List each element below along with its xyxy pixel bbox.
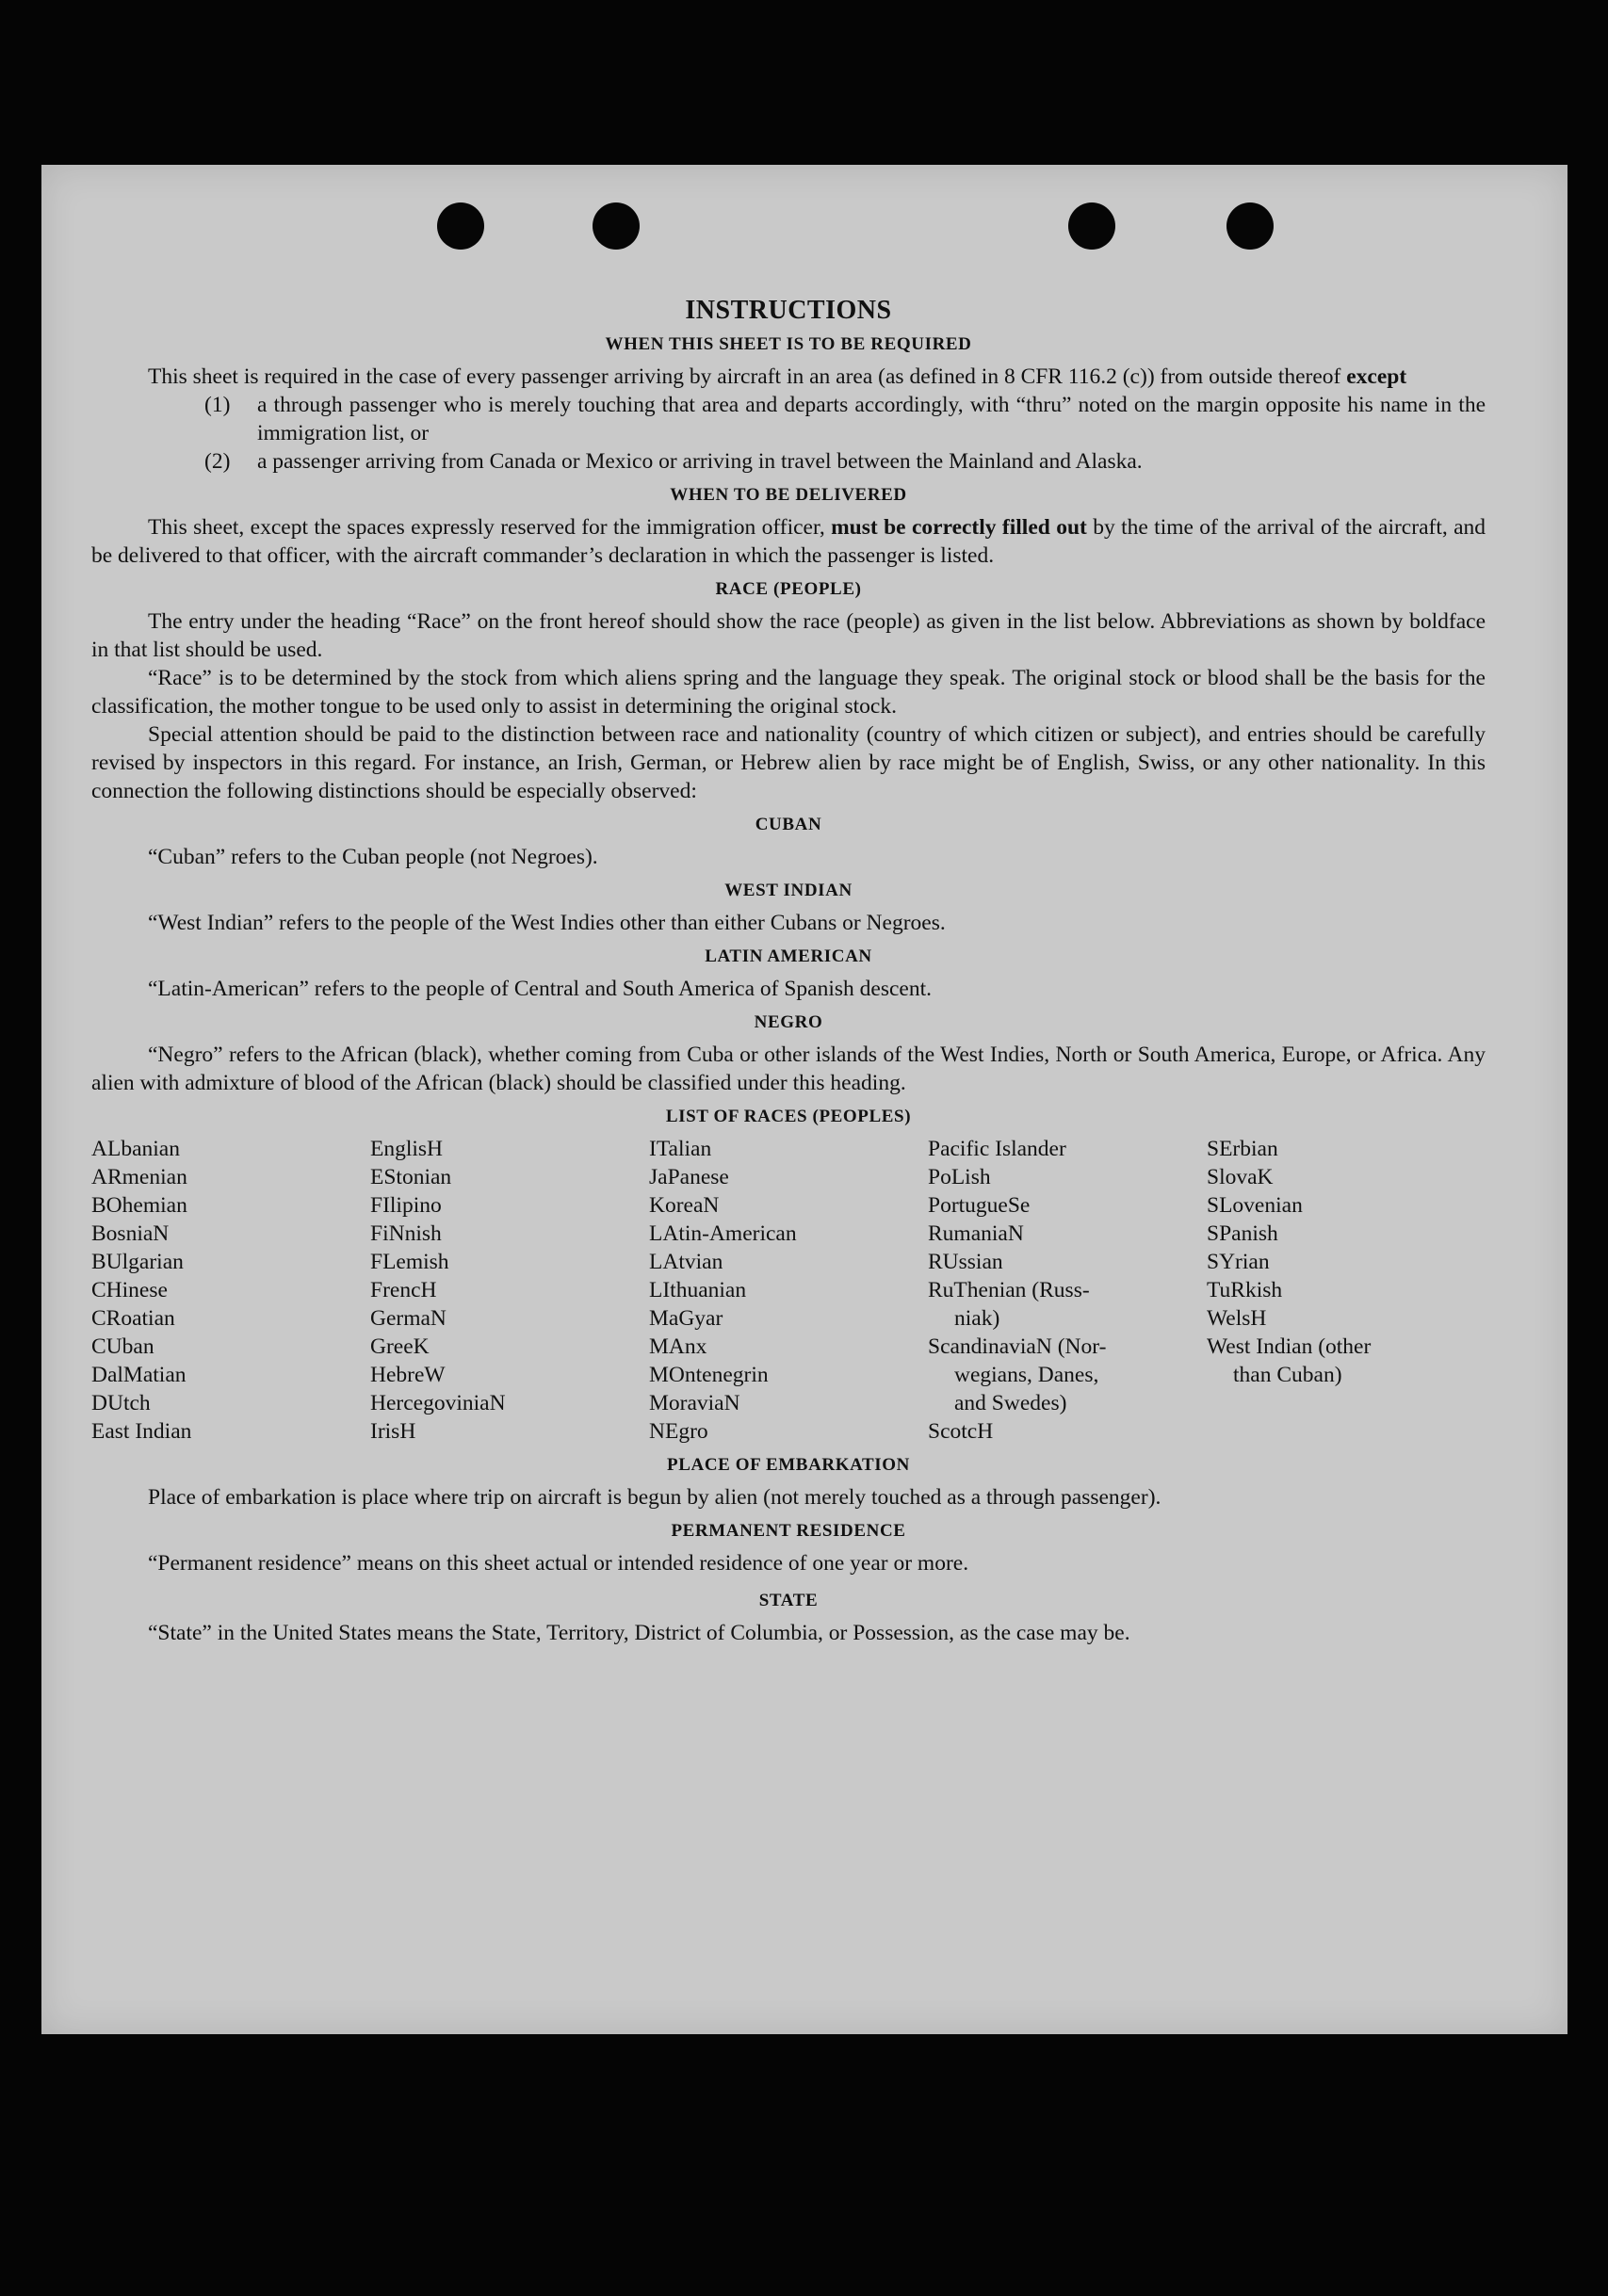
exception-text: a passenger arriving from Canada or Mexico or arriving in travel between the Mainland and Alaska. xyxy=(257,449,1143,474)
race-entry: MaGyar xyxy=(649,1306,723,1331)
section-heading-west-indian: WEST INDIAN xyxy=(724,881,853,900)
race-entry: SlovaK xyxy=(1207,1165,1274,1189)
race-entry: FrencH xyxy=(370,1278,437,1302)
race-entry: RuThenian (Russ- xyxy=(928,1278,1090,1302)
race-entry: LAtin-American xyxy=(649,1221,797,1246)
race-entry: ITalian xyxy=(649,1137,712,1161)
state-text: “State” in the United States means the State, Territory, District of Columbia, or Possession, as the case may be. xyxy=(148,1621,1130,1645)
race-entry: WelsH xyxy=(1207,1306,1267,1331)
race-entry: BUlgarian xyxy=(91,1250,184,1274)
when-delivered-text xyxy=(91,513,1486,570)
races-list xyxy=(91,1135,1486,1446)
race-entry: KoreaN xyxy=(649,1193,720,1218)
races-column-3 xyxy=(649,1135,928,1446)
document-sheet xyxy=(41,165,1567,2034)
section-heading-state: STATE xyxy=(758,1591,819,1610)
race-entry-continuation: than Cuban) xyxy=(1233,1363,1342,1387)
race-entry: MoraviaN xyxy=(649,1391,740,1415)
race-entry: PortugueSe xyxy=(928,1193,1031,1218)
race-entry: FLemish xyxy=(370,1250,449,1274)
races-column-5 xyxy=(1207,1135,1486,1446)
punch-hole xyxy=(1068,202,1115,250)
section-heading-races-list: LIST OF RACES (PEOPLES) xyxy=(665,1107,912,1126)
race-entry: GermaN xyxy=(370,1306,447,1331)
race-entry: GreeK xyxy=(370,1334,430,1359)
race-entry: RUssian xyxy=(928,1250,1003,1274)
punch-hole xyxy=(593,202,640,250)
section-heading-latin-american: LATIN AMERICAN xyxy=(705,946,872,966)
race-entry: MAnx xyxy=(649,1334,707,1359)
race-entry: ScotcH xyxy=(928,1419,994,1444)
race-entry: West Indian (other xyxy=(1207,1334,1372,1359)
exception-number: (1) xyxy=(204,393,231,417)
race-entry: FiNnish xyxy=(370,1221,442,1246)
section-heading-negro: NEGRO xyxy=(754,1012,823,1032)
punch-hole xyxy=(1226,202,1274,250)
intro-bold-except: except xyxy=(1346,364,1407,389)
exception-text: a through passenger who is merely touching that area and departs accordingly, with “thru” noted on the margin opposite his name in the immigration list, or xyxy=(257,393,1486,445)
race-entry: CHinese xyxy=(91,1278,168,1302)
residence-text: “Permanent residence” means on this sheet actual or intended residence of one year or more. xyxy=(148,1551,969,1576)
race-entry: SLovenian xyxy=(1207,1193,1303,1218)
race-entry: LAtvian xyxy=(649,1250,723,1274)
race-entry: CUban xyxy=(91,1334,154,1359)
race-entry: NEgro xyxy=(649,1419,708,1444)
intro-text: This sheet is required in the case of every passenger arriving by aircraft in an area (as defined in 8 CFR 116.2 (c)) from outside thereof xyxy=(148,364,1341,389)
races-column-2 xyxy=(370,1135,649,1446)
race-entry: TuRkish xyxy=(1207,1278,1283,1302)
race-entry: RumaniaN xyxy=(928,1221,1024,1246)
race-entry: FIlipino xyxy=(370,1193,442,1218)
race-entry-continuation: and Swedes) xyxy=(954,1391,1067,1415)
race-entry: Pacific Islander xyxy=(928,1137,1066,1161)
race-entry: SYrian xyxy=(1207,1250,1270,1274)
race-entry: MOntenegrin xyxy=(649,1363,769,1387)
section-heading-when-required: WHEN THIS SHEET IS TO BE REQUIRED xyxy=(605,334,972,354)
race-entry: SErbian xyxy=(1207,1137,1278,1161)
race-entry: HercegoviniaN xyxy=(370,1391,506,1415)
race-entry: LIthuanian xyxy=(649,1278,747,1302)
exception-number: (2) xyxy=(204,449,231,474)
races-column-1 xyxy=(91,1135,370,1446)
section-heading-cuban: CUBAN xyxy=(755,815,822,834)
cuban-text: “Cuban” refers to the Cuban people (not Negroes). xyxy=(148,845,598,869)
race-entry: DUtch xyxy=(91,1391,151,1415)
race-entry: EStonian xyxy=(370,1165,452,1189)
section-heading-embarkation: PLACE OF EMBARKATION xyxy=(667,1455,910,1475)
race-entry: PoLish xyxy=(928,1165,991,1189)
race-entry: JaPanese xyxy=(649,1165,729,1189)
delivered-text-part: by the time of the arrival of the aircraft, and be delivered to that officer, with the aircraft commander’s declaration in which the passenger is listed. xyxy=(91,515,1486,568)
race-entry: HebreW xyxy=(370,1363,446,1387)
race-entry: East Indian xyxy=(91,1419,192,1444)
exception-item xyxy=(204,391,1486,447)
race-entry-continuation: niak) xyxy=(954,1306,1000,1331)
delivered-text-part: This sheet, except the spaces expressly reserved for the immigration officer, xyxy=(148,515,825,540)
instructions-content xyxy=(91,297,1486,1647)
race-entry: IrisH xyxy=(370,1419,416,1444)
race-entry: ScandinaviaN (Nor- xyxy=(928,1334,1107,1359)
race-entry-continuation: wegians, Danes, xyxy=(954,1363,1099,1387)
section-heading-residence: PERMANENT RESIDENCE xyxy=(671,1521,906,1541)
race-entry: SPanish xyxy=(1207,1221,1278,1246)
races-column-4 xyxy=(928,1135,1207,1446)
race-entry: ALbanian xyxy=(91,1137,180,1161)
punch-hole xyxy=(437,202,484,250)
section-heading-race: RACE (PEOPLE) xyxy=(715,579,862,599)
race-paragraph-2: “Race” is to be determined by the stock from which aliens spring and the language they speak. The original stock or blood shall be the basis for the classification, the mother tongue to be used only to assist in determining the original stock. xyxy=(91,666,1486,719)
negro-text: “Negro” refers to the African (black), whether coming from Cuba or other islands of the West Indies, North or South America, Europe, or Africa. Any alien with admixture of blood of the African (black) should be classified under this heading. xyxy=(91,1043,1486,1095)
race-paragraph-3: Special attention should be paid to the distinction between race and nationality (country of which citizen or subject), and entries should be carefully revised by inspectors in this regard. For instance, an Irish, German, or Hebrew alien by race might be of English, Swiss, or any other nationality. In this connection the following distinctions should be especially observed: xyxy=(91,722,1486,803)
race-entry: EnglisH xyxy=(370,1137,444,1161)
race-entry: BosniaN xyxy=(91,1221,170,1246)
when-required-intro xyxy=(91,363,1486,391)
page-title: INSTRUCTIONS xyxy=(685,296,892,325)
race-paragraph-1: The entry under the heading “Race” on the front hereof should show the race (people) as given in the list below. Abbreviations as shown by boldface in that list should be used. xyxy=(91,609,1486,662)
embarkation-text: Place of embarkation is place where trip on aircraft is begun by alien (not merely touched as a through passenger). xyxy=(148,1485,1161,1510)
exception-item xyxy=(204,447,1486,476)
race-entry: CRoatian xyxy=(91,1306,175,1331)
race-entry: DalMatian xyxy=(91,1363,187,1387)
race-entry: ARmenian xyxy=(91,1165,187,1189)
west-indian-text: “West Indian” refers to the people of the West Indies other than either Cubans or Negroes. xyxy=(148,911,946,935)
latin-american-text: “Latin-American” refers to the people of Central and South America of Spanish descent. xyxy=(148,977,933,1001)
race-entry: BOhemian xyxy=(91,1193,187,1218)
delivered-text-bold: must be correctly filled out xyxy=(831,515,1087,540)
section-heading-when-delivered: WHEN TO BE DELIVERED xyxy=(670,485,907,505)
